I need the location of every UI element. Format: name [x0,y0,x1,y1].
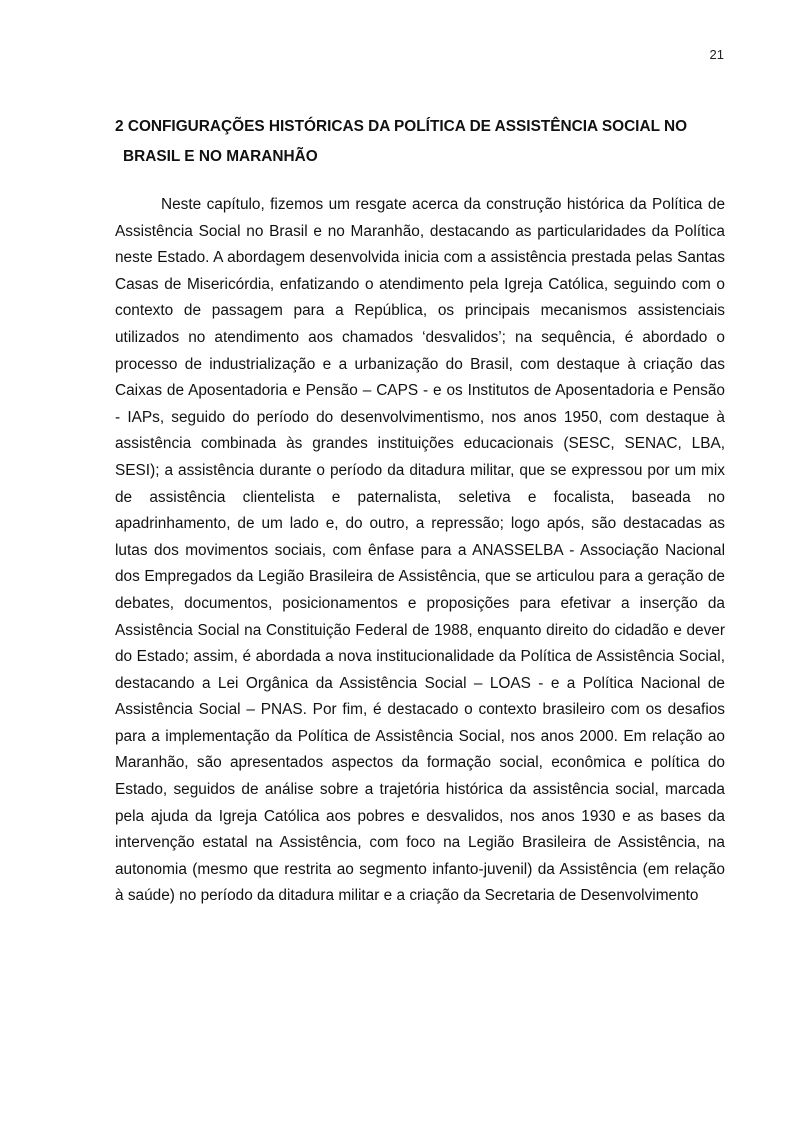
chapter-heading: 2 CONFIGURAÇÕES HISTÓRICAS DA POLÍTICA DE ASSISTÊNCIA SOCIAL NO BRASIL E NO MARANHÃO [115,118,688,165]
body-paragraph: Neste capítulo, fizemos um resgate acerca da construção histórica da Política de Assistência Social no Brasil e no Maranhão, destacando as particularidades da Política neste Estado. A abordagem desenvolvida inicia com a assistência prestada pelas Santas Casas de Misericórdia, enfatizando o atendimento pela Igreja Católica, seguindo com o contexto de passagem para a República, os principais mecanismos assistenciais utilizados no atendimento aos chamados ‘desvalidos’; na sequência, é abordado o processo de industrialização e a urbanização do Brasil, com destaque à criação das Caixas de Aposentadoria e Pensão – CAPS - e os Institutos de Aposentadoria e Pensão - IAPs, seguido do período do desenvolvimentismo, nos anos 1950, com destaque à assistência combinada às grandes instituições educacionais (SESC, SENAC, LBA, SESI); a assistência durante o período da ditadura militar, que se expressou por um mix de assistência clientelista e paternalista, seletiva e focalista, baseada no apadrinhamento, de um lado e, do outro, a repressão; logo após, são destacadas as lutas dos movimentos sociais, com ênfase para a ANASSELBA - Associação Nacional dos Empregados da Legião Brasileira de Assistência, que se articulou para a geração de debates, documentos, posicionamentos e proposições para efetivar a inserção da Assistência Social na Constituição Federal de 1988, enquanto direito do cidadão e dever do Estado; assim, é abordada a nova institucionalidade da Política de Assistência Social, destacando a Lei Orgânica da Assistência Social – LOAS - e a Política Nacional de Assistência Social – PNAS. Por fim, é destacado o contexto brasileiro com os desafios para a implementação da Política de Assistência Social, nos anos 2000. Em relação ao Maranhão, são apresentados aspectos da formação social, econômica e política do Estado, seguidos de análise sobre a trajetória histórica da assistência social, marcada pela ajuda da Igreja Católica aos pobres e desvalidos, nos anos 1930 e as bases da intervenção estatal na Assistência, com foco na Legião Brasileira de Assistência, na autonomia (mesmo que restrita ao segmento infanto-juvenil) da Assistência (em relação à saúde) no período da ditadura militar e a criação da Secretaria de Desenvolvimento [115,196,725,905]
page-number: 21 [709,47,724,62]
